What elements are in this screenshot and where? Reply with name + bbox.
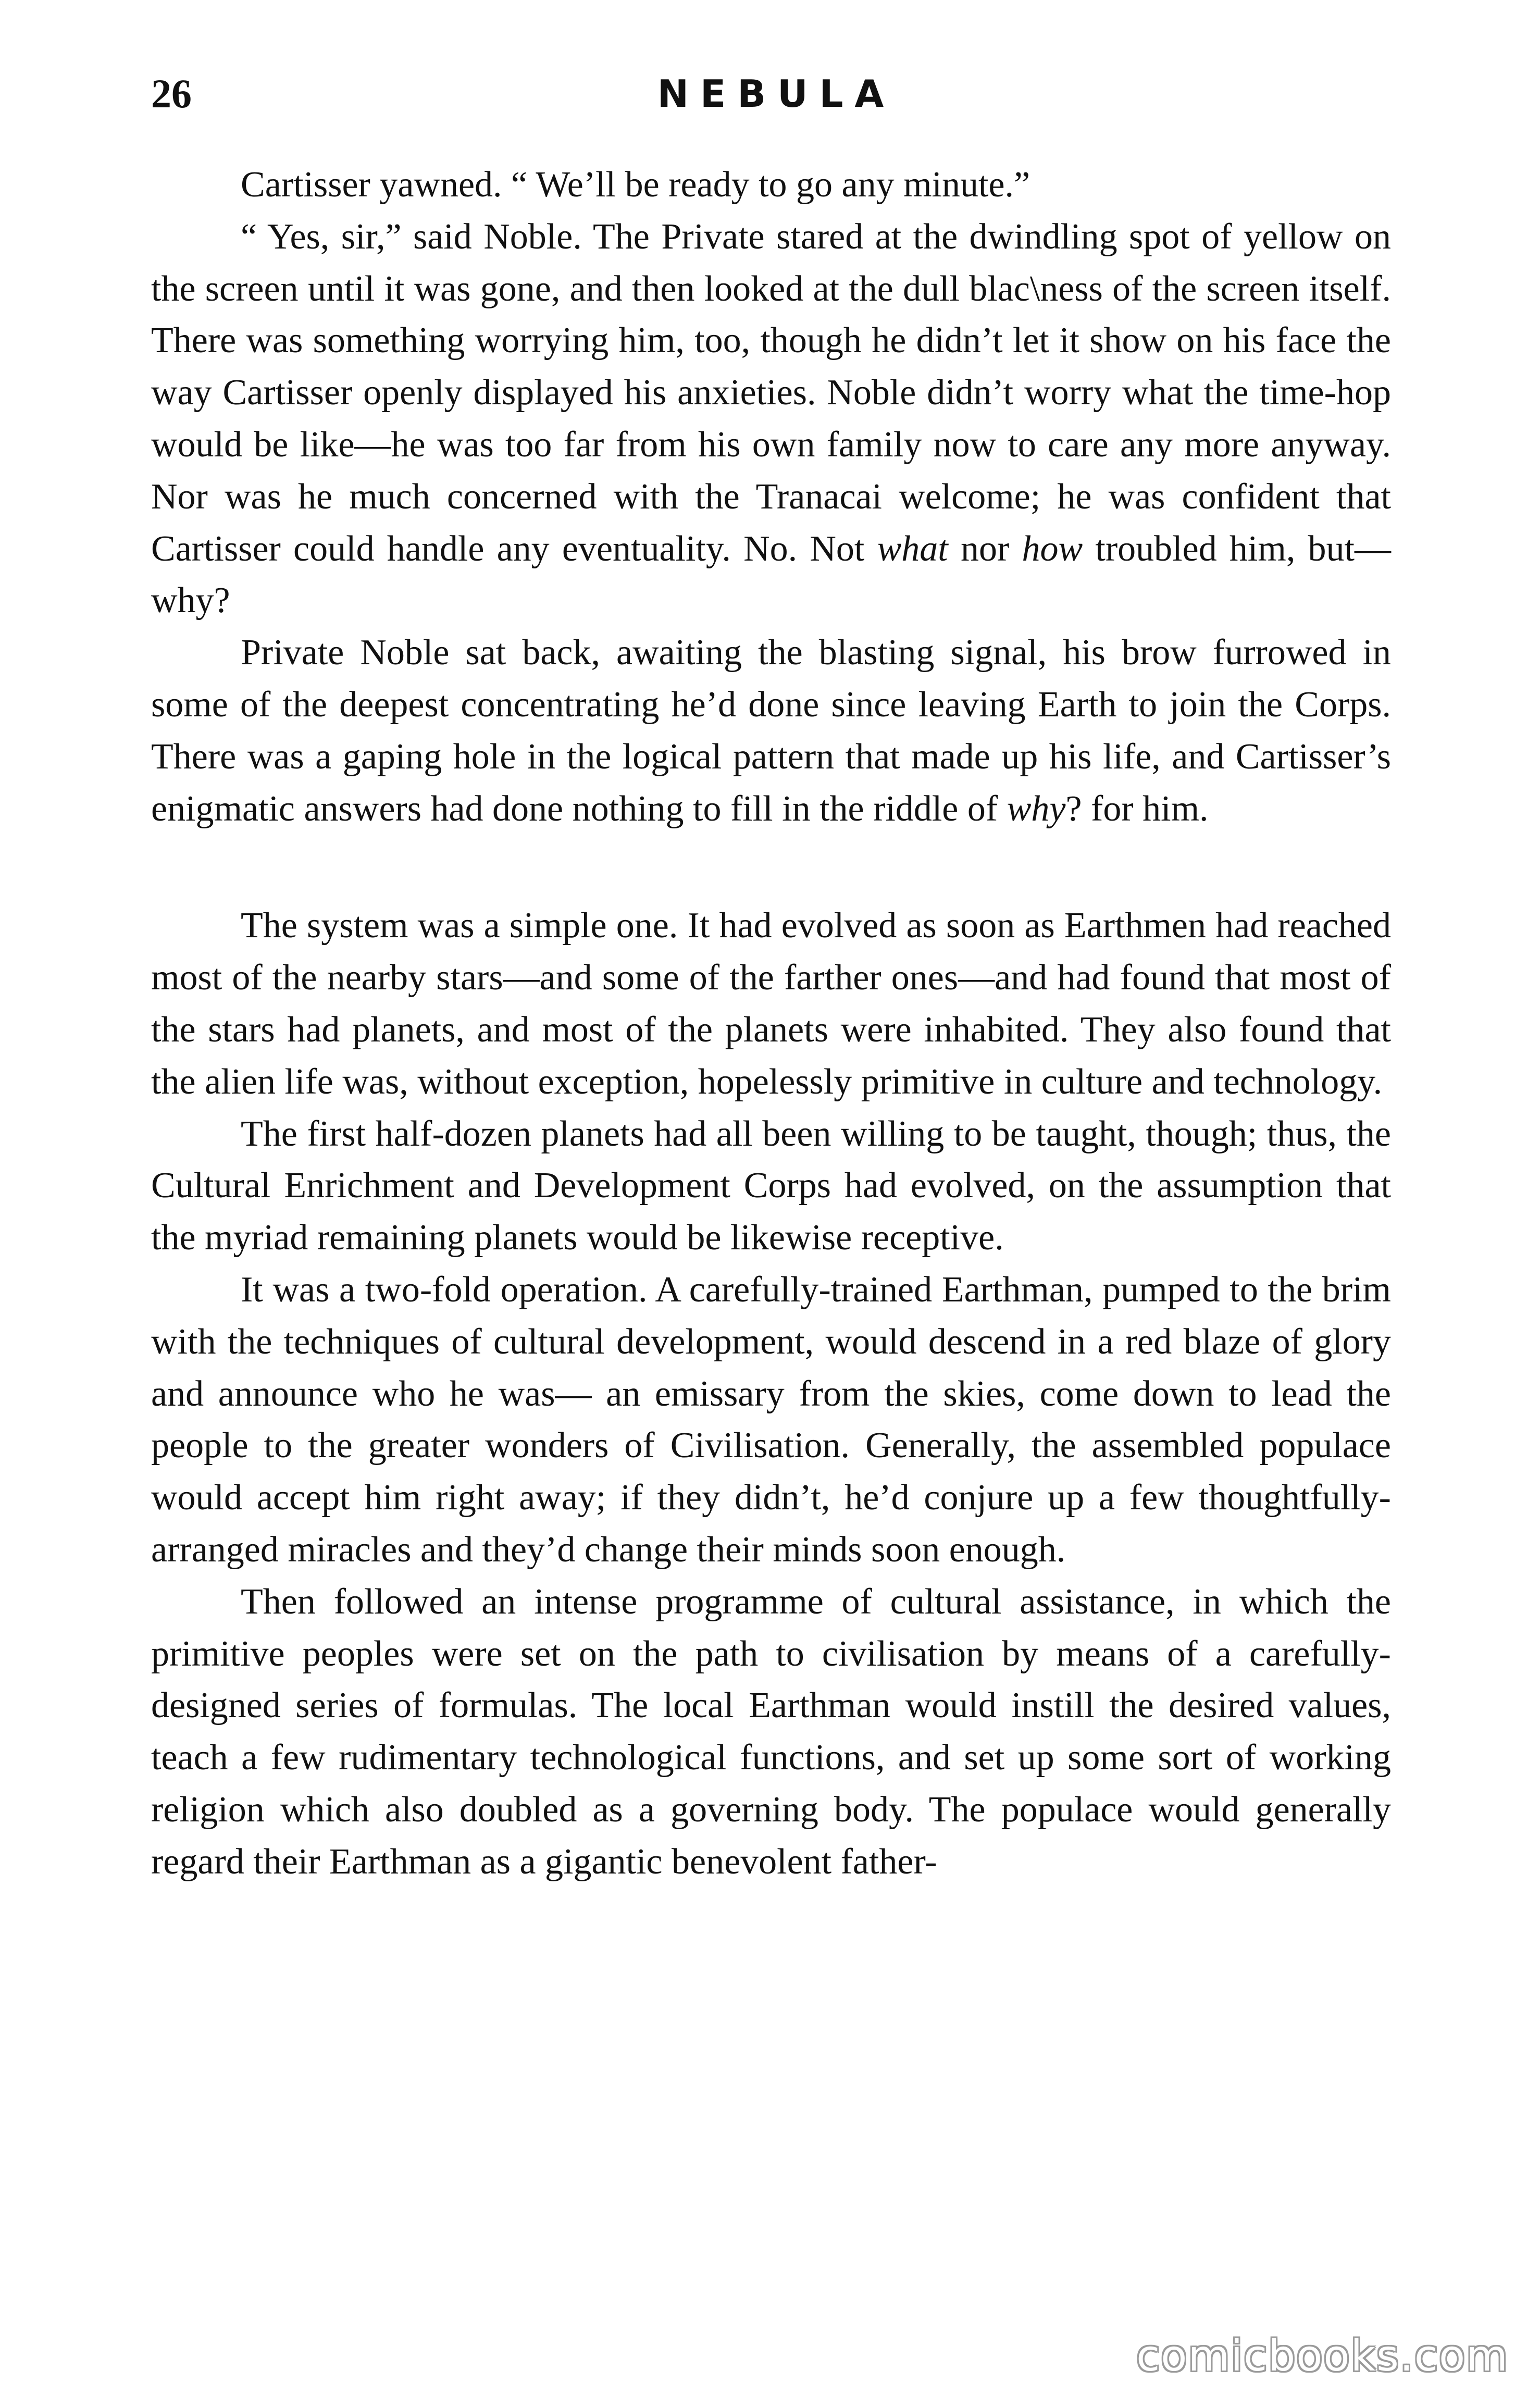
- italic-text: how: [1022, 528, 1083, 569]
- text-run: troubled him, but—why?: [151, 528, 1392, 621]
- watermark: comicbooks.com: [1136, 2331, 1509, 2381]
- text-run: “ Yes, sir,” said Noble. The Private stared at the dwindling spot of yellow on the screen until it was gone, and then looked at the dull blac\ness of the screen itself. There was something worrying him, too, though he didn’t let it show on his face the way Cartisser openly displayed his anxieties. Noble didn’t worry what the time-hop would be like—he was too far from his own family now to care any more anyway. Nor was he much concerned with the Tranacai welcome; he was confident that Cartisser could handle any eventuality. No. Not: [151, 216, 1391, 569]
- paragraph: [151, 211, 1391, 627]
- paragraph: [151, 627, 1391, 835]
- page-number: 26: [151, 71, 192, 116]
- text-run: Then followed an intense programme of cultural assistance, in which the primitive peoples were set on the path to civilisation by means of a carefully-designed series of formulas. The local Earthman would instill the desired values, teach a few rudimentary technological functions, and set up some sort of working religion which also doubled as a governing body. The populace would generally regard their Earthman as a gigantic benevolent father-: [151, 1581, 1391, 1882]
- text-run: It was a two-fold operation. A carefully-trained Earthman, pumped to the brim with the techniques of cultural development, would descend in a red blaze of glory and announce who he was— an emissary from the skies, come down to lead the people to the greater wonders of Civilisation. Generally, the assembled populace would accept him right away; if they didn’t, he’d conjure up a few thoughtfully-arranged miracles and they’d change their minds soon enough.: [151, 1269, 1391, 1570]
- italic-text: why: [1007, 788, 1066, 829]
- text-run: ? for him.: [1065, 788, 1209, 829]
- paragraph: [151, 900, 1391, 1108]
- text-run: The first half-dozen planets had all been willing to be taught, though; thus, the Cultural Enrichment and Development Corps had evolved, on the assumption that the myriad remaining planets would be likewise receptive.: [151, 1113, 1391, 1258]
- paragraph: [151, 1576, 1391, 1888]
- running-head-title: NEBULA: [657, 72, 896, 116]
- page-header: [151, 63, 1401, 125]
- paragraph: [151, 1264, 1391, 1576]
- text-run: Cartisser yawned. “ We’ll be ready to go any minute.”: [241, 165, 1030, 205]
- text-run: Private Noble sat back, awaiting the blasting signal, his brow furrowed in some of the deepest concentrating he’d done since leaving Earth to join the Corps. There was a gaping hole in the logical pattern that made up his life, and Cartisser’s enigmatic answers had done nothing to fill in the riddle of: [151, 632, 1391, 829]
- paragraph: [151, 1108, 1391, 1264]
- body-text: [151, 159, 1391, 1888]
- text-run: The system was a simple one. It had evolved as soon as Earthmen had reached most of the nearby stars—and some of the farther ones—and had found that most of the stars had planets, and most of the planets were inhabited. They also found that the alien life was, without exception, hopelessly primitive in culture and technology.: [151, 905, 1391, 1102]
- paragraph: [151, 159, 1391, 211]
- section-break: [151, 835, 1391, 900]
- text-run: nor: [948, 528, 1022, 569]
- italic-text: what: [877, 528, 948, 569]
